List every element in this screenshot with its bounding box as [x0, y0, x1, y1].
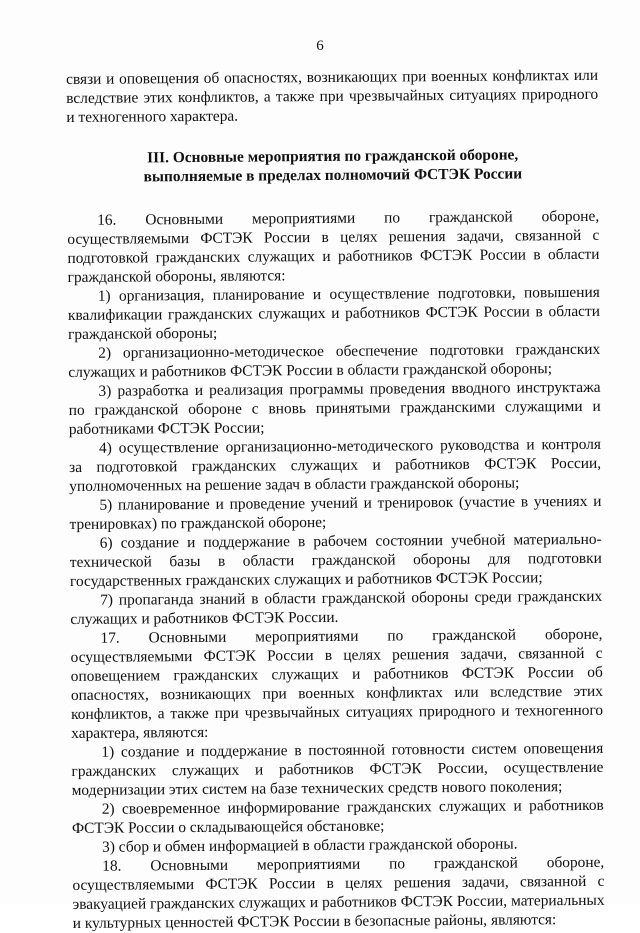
- section-title-line-1: III. Основные мероприятия по гражданской обороне,: [147, 146, 519, 167]
- list-item-16-2: 2) организационно-методическое обеспечение подготовки гражданских служащих и работников ФСТЭК России в области гражданской обороны;: [68, 340, 601, 381]
- document-body: [66, 66, 605, 933]
- page-number: 6: [316, 38, 324, 54]
- list-item-16-5: 5) планирование и проведение учений и тренировок (участие в учениях и тренировках) по гражданской обороне;: [69, 492, 602, 533]
- list-item-17-1: 1) создание и поддержание в постоянной готовности систем оповещения гражданских служащих и работников ФСТЭК России, осуществление модернизации этих систем на базе технических средств нового поколения;: [71, 739, 604, 799]
- paragraph-16: 16. Основными мероприятиями по гражданской обороне, осуществляемыми ФСТЭК России в целях решения задачи, связанной с подготовкой гражданских служащих и работников ФСТЭК России в области гражданской обороны, являются:: [67, 207, 600, 286]
- list-item-17-2: 2) своевременное информирование гражданских служащих и работников ФСТЭК России о складывающейся обстановке;: [71, 796, 604, 837]
- section-title-line-2: выполняемые в пределах полномочий ФСТЭК России: [143, 165, 523, 186]
- list-item-16-7: 7) пропаганда знаний в области гражданской обороны среди гражданских служащих и работников ФСТЭК России.: [70, 587, 603, 628]
- list-item-16-3: 3) разработка и реализация программы проведения вводного инструктажа по гражданской обороне с вновь принятыми гражданскими служащими и работниками ФСТЭК России;: [68, 378, 601, 438]
- section-heading: [67, 145, 599, 187]
- paragraph-18: 18. Основными мероприятиями по гражданской обороне, осуществляемыми ФСТЭК России в целях решения задачи, связанной с эвакуацией гражданских служащих и работников ФСТЭК России, материальных и культурных ценностей ФСТЭК России в безопасные районы, являются:: [72, 853, 605, 932]
- list-item-16-4: 4) осуществление организационно-методического руководства и контроля за подготовкой гражданских служащих и работников ФСТЭК России, уполномоченных на решение задач в области гражданской обороны;: [69, 435, 602, 495]
- intro-continuation: связи и оповещения об опасностях, возникающих при военных конфликтах или вследствие этих конфликтов, а также при чрезвычайных ситуациях природного и техногенного характера.: [66, 66, 599, 126]
- list-item-16-1: 1) организация, планирование и осуществление подготовки, повышения квалификации гражданских служащих и работников ФСТЭК России в области гражданской обороны;: [67, 283, 600, 343]
- list-item-16-6: 6) создание и поддержание в рабочем состоянии учебной материально-технической базы в области гражданской обороны для подготовки государственных гражданских служащих и работников ФСТЭК России;: [69, 530, 602, 590]
- list-item-17-3: 3) сбор и обмен информацией в области гражданской обороны.: [102, 835, 518, 856]
- paragraph-17: 17. Основными мероприятиями по гражданской обороне, осуществляемыми ФСТЭК России в целях решения задачи, связанной с оповещением гражданских служащих и работников ФСТЭК России об опасностях, возникающих при военных конфликтах или вследствие этих конфликтов, а также при чрезвычайных ситуациях природного и техногенного характера, являются:: [70, 625, 604, 742]
